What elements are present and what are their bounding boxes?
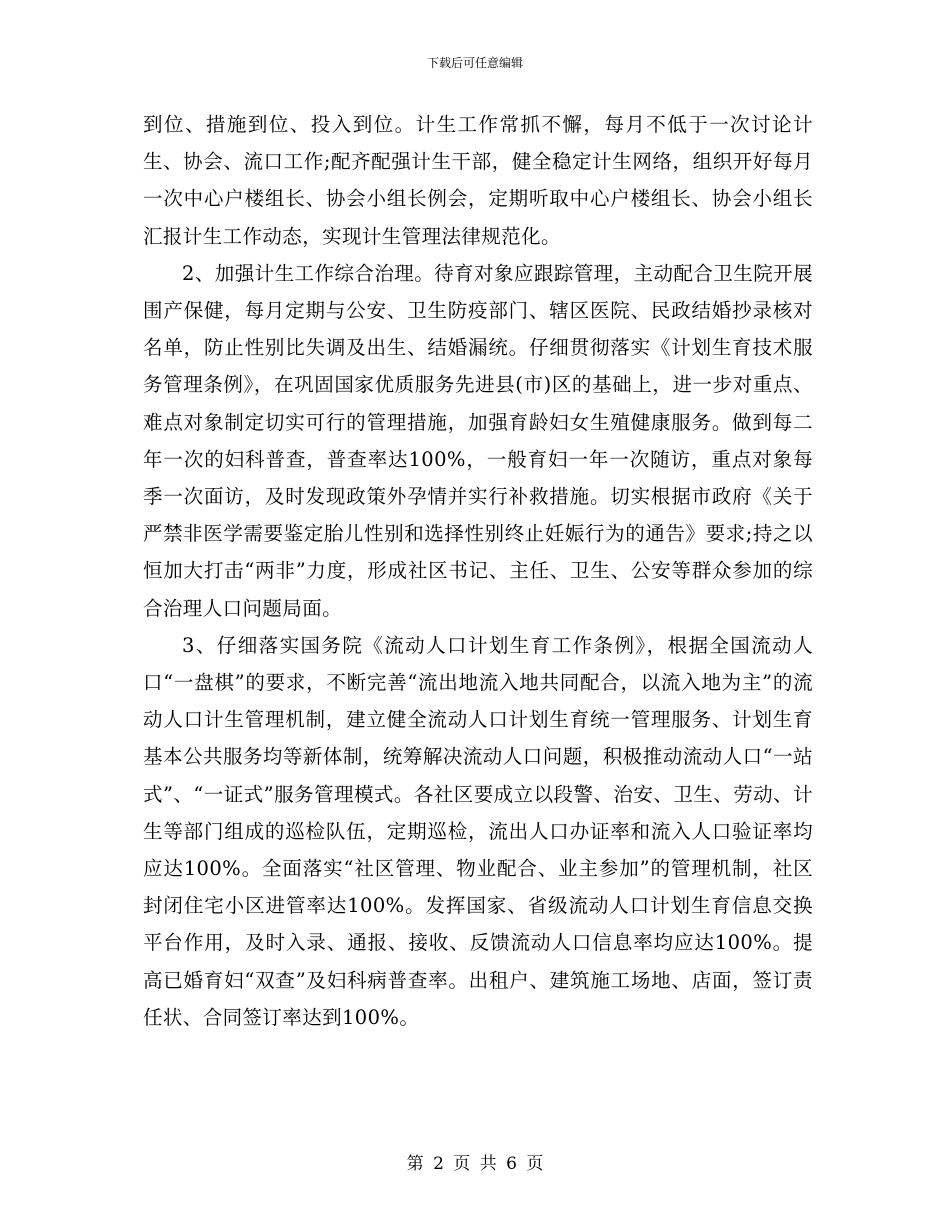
paragraph-continuation: 到位、措施到位、投入到位。计生工作常抓不懈，每月不低于一次讨论计生、协会、流口工作;配齐配强计生干部，健全稳定计生网络，组织开好每月一次中心户楼组长、协会小组长例会，定期听取中心户楼组长、协会小组长汇报计生工作动态，实现计生管理法律规范化。 (143, 113, 813, 248)
page-header: 下载后可任意编辑 (426, 56, 523, 70)
page-number-footer: 第 2 页 共 6 页 (406, 1154, 544, 1174)
paragraph-item-2: 2、加强计生工作综合治理。待育对象应跟踪管理，主动配合卫生院开展围产保健，每月定期与公安、卫生防疫部门、辖区医院、民政结婚抄录核对名单，防止性别比失调及出生、结婚漏统。仔细贯彻落实《计划生育技术服务管理条例》，在巩固国家优质服务先进县(市)区的基础上，进一步对重点、难点对象制定切实可行的管理措施，加强育龄妇女生殖健康服务。做到每二年一次的妇科普查，普查率达100%，一般育妇一年一次随访，重点对象每季一次面访，及时发现政策外孕情并实行补救措施。切实根据市政府《关于严禁非医学需要鉴定胎儿性别和选择性别终止妊娠行为的通告》要求;持之以恒加大打击“两非”力度，形成社区书记、主任、卫生、公安等群众参加的综合治理人口问题局面。 (143, 261, 813, 620)
document-body (143, 106, 813, 1036)
paragraph-item-3: 3、仔细落实国务院《流动人口计划生育工作条例》，根据全国流动人口“一盘棋”的要求，不断完善“流出地流入地共同配合，以流入地为主”的流动人口计生管理机制，建立健全流动人口计划生育统一管理服务、计划生育基本公共服务均等新体制，统筹解决流动人口问题，积极推动流动人口“一站式”、“一证式”服务管理模式。各社区要成立以段警、治安、卫生、劳动、计生等部门组成的巡检队伍，定期巡检，流出人口办证率和流入人口验证率均应达100%。全面落实“社区管理、物业配合、业主参加”的管理机制，社区封闭住宅小区进管率达100%。发挥国家、省级流动人口计划生育信息交换平台作用，及时入录、通报、接收、反馈流动人口信息率均应达100%。提高已婚育妇“双查”及妇科病普查率。出租户、建筑施工场地、店面，签订责任状、合同签订率达到100%。 (143, 633, 813, 1029)
